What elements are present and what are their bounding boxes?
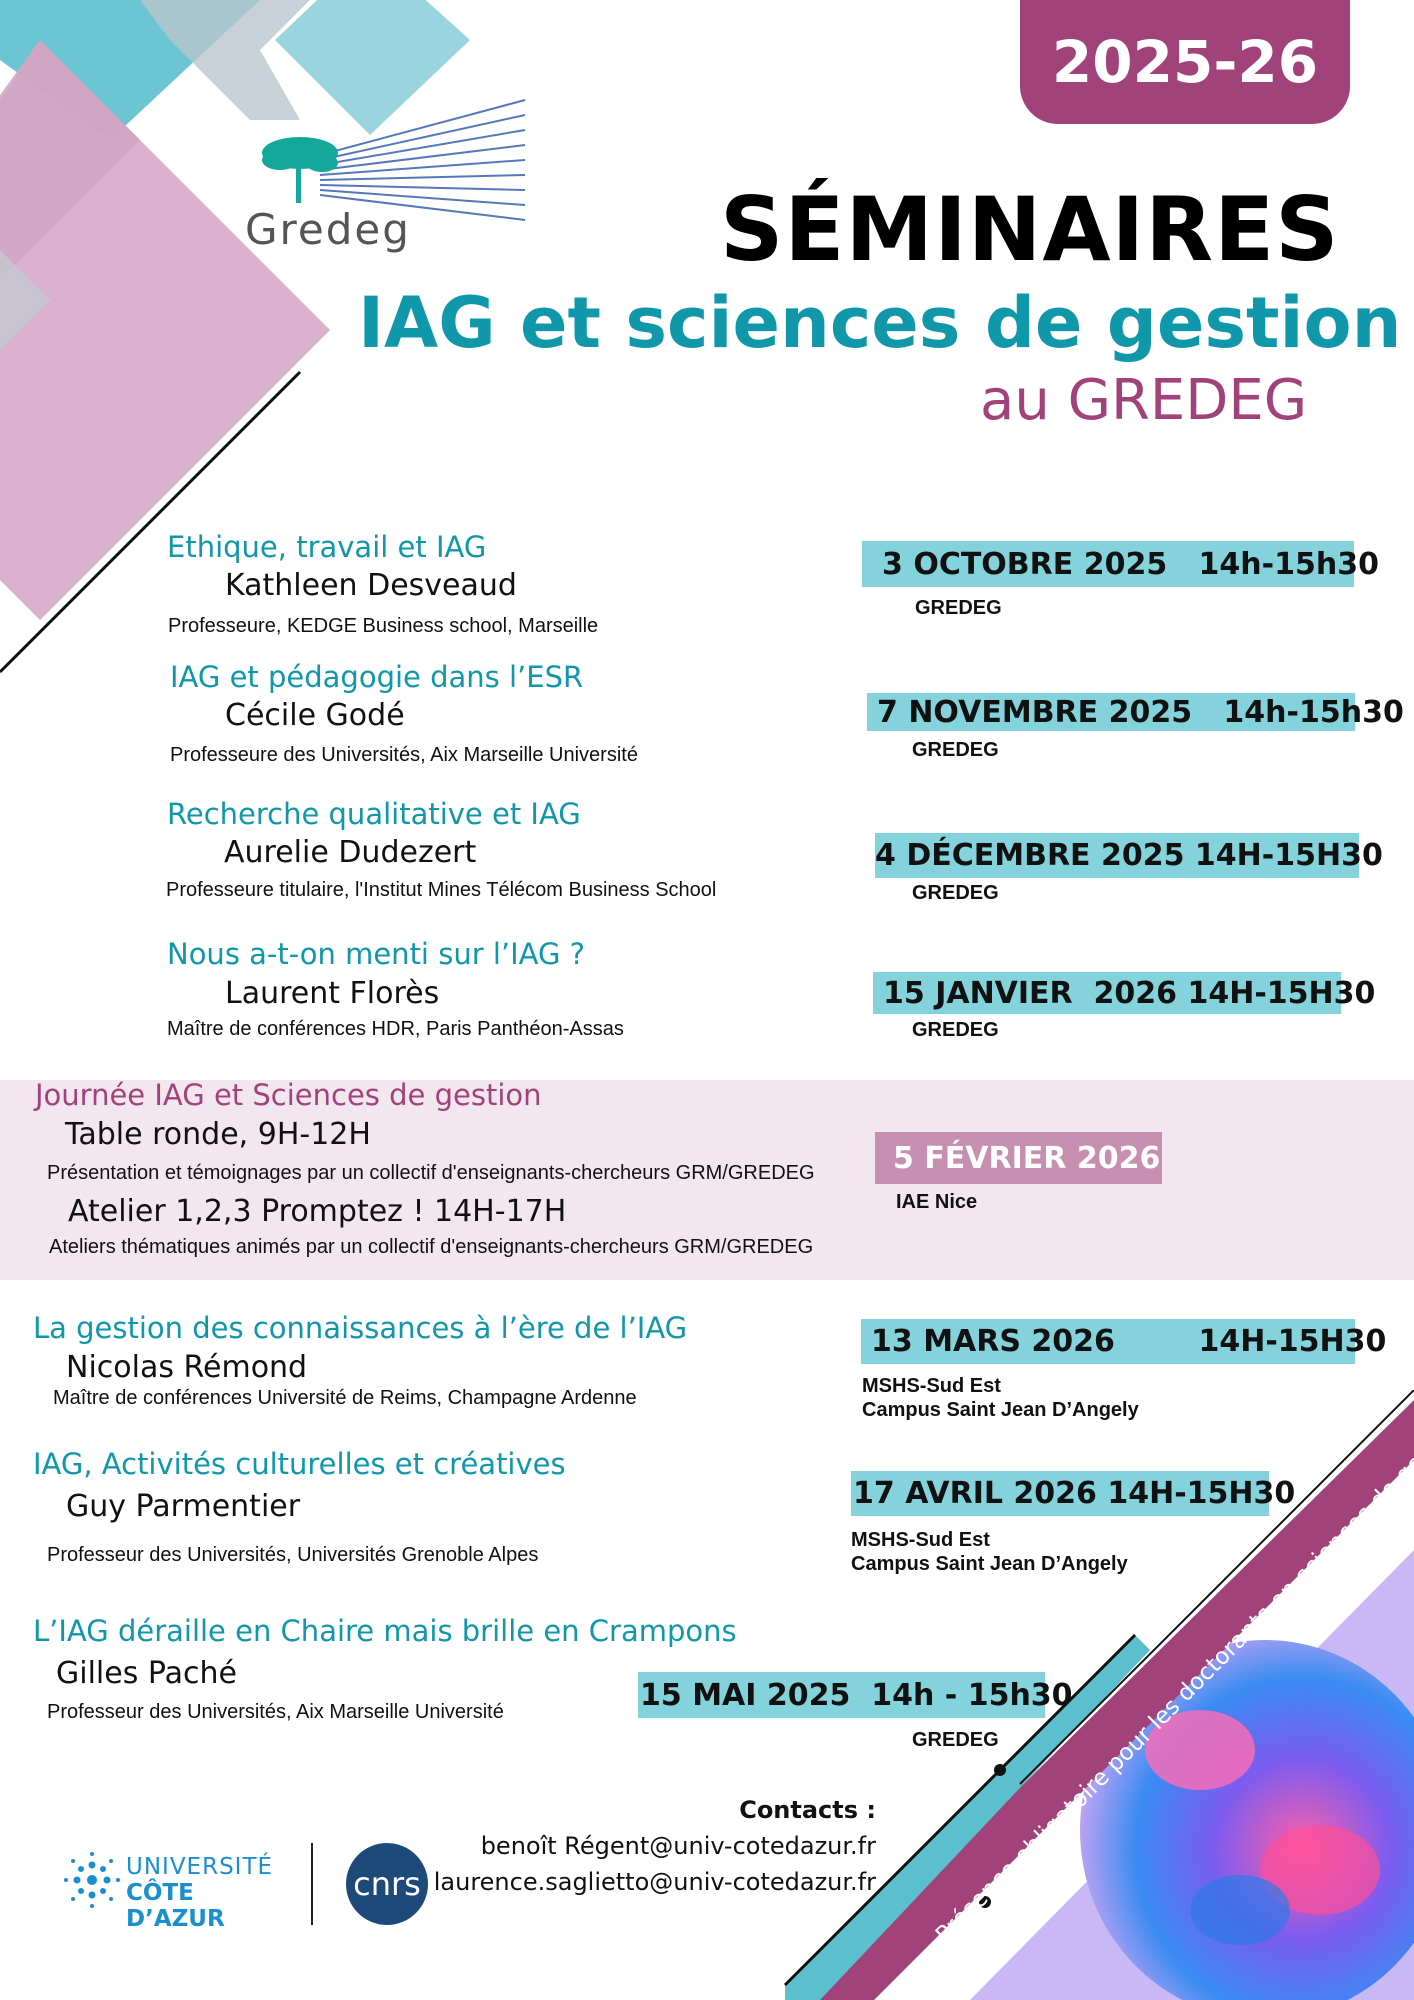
gredeg-logo	[240, 95, 530, 255]
seminar-location: MSHS-Sud Est Campus Saint Jean D’Angely	[862, 1375, 1139, 1421]
contacts	[434, 1792, 876, 1900]
seminar-title: Recherche qualitative et IAG	[167, 797, 581, 831]
speaker-affiliation: Professeure titulaire, l'Institut Mines Télécom Business School	[166, 879, 717, 901]
speaker-affiliation: Maître de conférences HDR, Paris Panthéon-Assas	[167, 1018, 624, 1040]
contacts-label: Contacts :	[739, 1796, 876, 1824]
page-subtitle: IAG et sciences de gestion	[358, 282, 1402, 364]
seminar-location: GREDEG	[912, 882, 999, 904]
journee-part1: Table ronde, 9H-12H	[65, 1117, 371, 1152]
speaker-name: Guy Parmentier	[66, 1489, 301, 1524]
speaker-name: Nicolas Rémond	[66, 1350, 308, 1385]
decorative-flower-banner	[760, 1390, 1414, 2000]
seminar-location: GREDEG	[912, 1729, 999, 1751]
dots-icon	[62, 1850, 122, 1910]
seminar-date: 15 JANVIER 2026 14H-15H30	[873, 972, 1341, 1014]
contact-email[interactable]: laurence.saglietto@univ-cotedazur.fr	[433, 1868, 876, 1896]
speaker-affiliation: Professeure des Universités, Aix Marseille Université	[170, 744, 638, 766]
page-title: SÉMINAIRES	[720, 178, 1340, 281]
speaker-affiliation: Professeure, KEDGE Business school, Marseille	[168, 615, 599, 637]
seminar-title: L’IAG déraille en Chaire mais brille en Crampons	[33, 1614, 737, 1648]
seminar-location: GREDEG	[912, 1019, 999, 1041]
contact-email[interactable]: benoît Régent@univ-cotedazur.fr	[480, 1832, 876, 1860]
logo-divider	[311, 1843, 313, 1925]
seminar-date: 4 DÉCEMBRE 2025 14H-15H30	[875, 833, 1359, 878]
uca-logo	[62, 1850, 282, 1932]
seminar-title: IAG, Activités culturelles et créatives	[33, 1447, 566, 1481]
seminar-date: 17 AVRIL 2026 14H-15H30	[851, 1471, 1269, 1516]
page-place: au GREDEG	[980, 368, 1308, 433]
speaker-affiliation: Professeur des Universités, Aix Marseille Université	[47, 1701, 504, 1723]
journee-part1-desc: Présentation et témoignages par un collectif d'enseignants-chercheurs GRM/GREDEG	[47, 1162, 815, 1184]
seminar-title: La gestion des connaissances à l’ère de l’IAG	[33, 1311, 688, 1345]
logo-text: Gredeg	[245, 205, 411, 254]
year-badge: 2025-26	[1020, 0, 1350, 124]
seminar-date: 7 NOVEMBRE 2025 14h-15h30	[867, 693, 1355, 731]
speaker-name: Gilles Paché	[56, 1656, 237, 1691]
journee-title: Journée IAG et Sciences de gestion	[35, 1078, 542, 1112]
seminar-date: 15 MAI 2025 14h - 15h30	[638, 1672, 1045, 1718]
journee-part2-desc: Ateliers thématiques animés par un collectif d'enseignants-chercheurs GRM/GREDEG	[49, 1236, 814, 1258]
seminar-location: GREDEG	[912, 739, 999, 761]
journee-location: IAE Nice	[896, 1191, 978, 1213]
uca-line2: CÔTE D’AZUR	[126, 1880, 225, 1932]
cnrs-logo	[346, 1843, 428, 1925]
uca-line1: UNIVERSITÉ	[126, 1854, 274, 1880]
seminar-date: 3 OCTOBRE 2025 14h-15h30	[862, 541, 1354, 587]
journee-part2: Atelier 1,2,3 Promptez ! 14H-17H	[68, 1194, 567, 1229]
seminar-title: IAG et pédagogie dans l’ESR	[170, 660, 584, 694]
speaker-name: Kathleen Desveaud	[225, 568, 517, 603]
seminar-date: 13 MARS 2026 14H-15H30	[861, 1319, 1355, 1364]
speaker-name: Cécile Godé	[225, 698, 405, 733]
seminar-location: MSHS-Sud Est Campus Saint Jean D’Angely	[851, 1529, 1128, 1575]
speaker-name: Laurent Florès	[225, 976, 440, 1011]
speaker-affiliation: Professeur des Universités, Universités Grenoble Alpes	[47, 1544, 539, 1566]
speaker-affiliation: Maître de conférences Université de Reims, Champagne Ardenne	[53, 1387, 637, 1409]
seminar-title: Nous a-t-on menti sur l’IAG ?	[167, 937, 586, 971]
seminar-location: GREDEG	[915, 597, 1002, 619]
seminar-title: Ethique, travail et IAG	[167, 530, 487, 564]
journee-date: 5 FÉVRIER 2026	[875, 1132, 1162, 1184]
speaker-name: Aurelie Dudezert	[224, 835, 477, 870]
cnrs-text: cnrs	[353, 1865, 421, 1903]
